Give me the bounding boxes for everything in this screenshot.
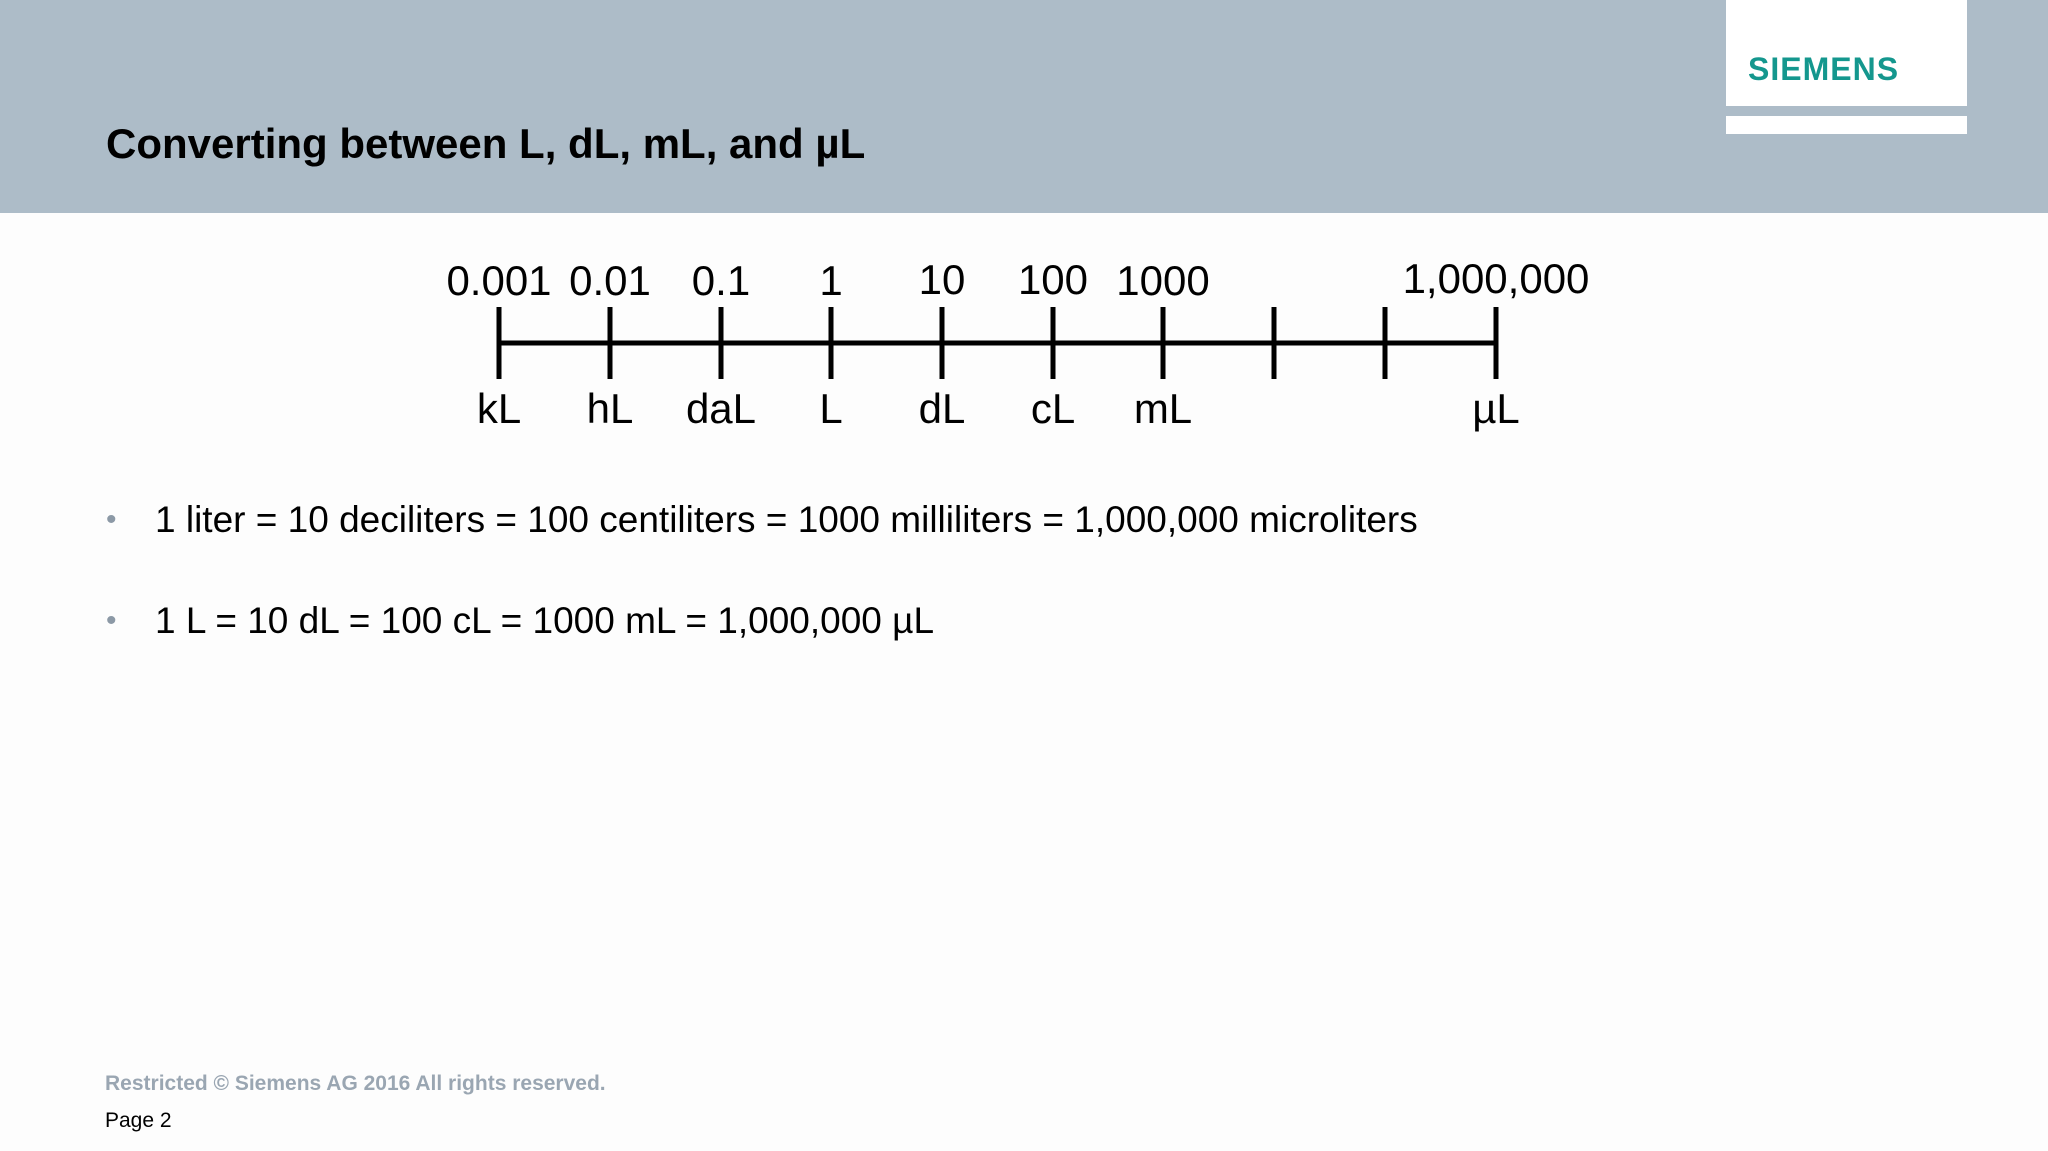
scale-unit: cL [1030, 385, 1076, 432]
scale-value: 1,000,000 [1402, 255, 1590, 302]
list-item [106, 494, 1418, 546]
siemens-logo: SIEMENS [1748, 51, 1900, 87]
scale-unit: L [819, 385, 843, 432]
scale-value: 0.001 [446, 257, 552, 304]
scale-unit: daL [685, 385, 757, 432]
scale-unit: kL [476, 385, 522, 432]
scale-unit: hL [586, 385, 634, 432]
list-item [106, 595, 1418, 647]
scale-value: 0.01 [569, 257, 651, 304]
footer-copyright: Restricted © Siemens AG 2016 All rights reserved. [105, 1072, 606, 1095]
unit-scale [0, 0, 2048, 460]
scale-unit: mL [1133, 385, 1193, 432]
scale-value: 0.1 [691, 257, 751, 304]
bullet-text: 1 liter = 10 deciliters = 100 centiliters = 1000 milliliters = 1,000,000 microliters [155, 499, 1418, 540]
scale-value: 1 [819, 257, 843, 304]
scale-value: 10 [918, 256, 966, 303]
bullet-text: 1 L = 10 dL = 100 cL = 1000 mL = 1,000,000 µL [155, 600, 935, 641]
scale-unit: dL [918, 385, 966, 432]
bullet-dot-icon: • [106, 503, 117, 536]
scale-value: 1000 [1116, 257, 1210, 304]
page-title: Converting between L, dL, mL, and µL [106, 120, 866, 167]
scale-value: 100 [1017, 256, 1089, 303]
page-number: Page 2 [105, 1109, 172, 1132]
scale-unit: µL [1472, 385, 1520, 432]
bullet-list [106, 494, 1418, 696]
bullet-dot-icon: • [106, 604, 117, 637]
